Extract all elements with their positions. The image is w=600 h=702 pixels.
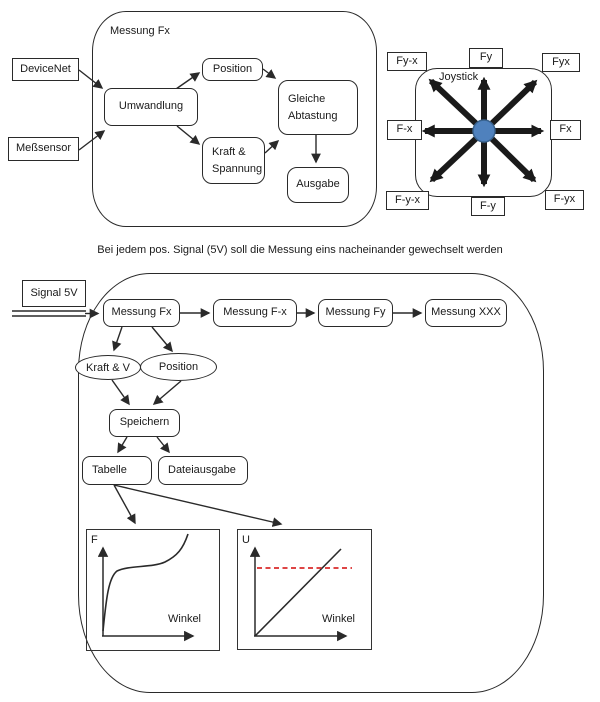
position-ellipse-label: Position bbox=[158, 361, 199, 373]
joystick-label-sw bbox=[386, 191, 429, 210]
joystick-label-w bbox=[387, 120, 422, 140]
joystick-e-text: Fx bbox=[559, 123, 572, 136]
messung-fy-step-label: Messung Fy bbox=[325, 306, 386, 319]
messung-fx-container-label: Messung Fx bbox=[110, 25, 170, 37]
voltage-angle-chart bbox=[237, 529, 372, 650]
position-label: Position bbox=[212, 62, 253, 75]
messsensor-label: Meßsensor bbox=[15, 142, 72, 155]
tabelle-box bbox=[82, 456, 152, 485]
joystick-label-n bbox=[469, 48, 503, 68]
joystick-nw-text: Fy-x bbox=[396, 54, 418, 67]
umwandlung-label: Umwandlung bbox=[118, 100, 184, 113]
tabelle-label: Tabelle bbox=[92, 463, 127, 476]
gleiche-abtastung-box bbox=[278, 80, 358, 135]
joystick-w-text: F-x bbox=[396, 123, 413, 136]
kraft-spannung-line1: Kraft & bbox=[212, 146, 246, 158]
signal-5v-box bbox=[22, 280, 86, 307]
devicenet-box bbox=[12, 58, 79, 81]
gleiche-abtastung-line2: Abtastung bbox=[288, 109, 338, 122]
kraft-spannung-box bbox=[202, 137, 265, 184]
joystick-sw-text: F-y-x bbox=[394, 193, 421, 206]
force-chart-xlabel: Winkel bbox=[168, 613, 202, 625]
caption-text: Bei jedem pos. Signal (5V) soll die Messung eins nacheinander gewechselt werden bbox=[97, 244, 503, 256]
messung-fy-step-box bbox=[318, 299, 393, 327]
dateiausgabe-box bbox=[158, 456, 248, 485]
messung-f-minus-x-step-label: Messung F-x bbox=[223, 306, 287, 319]
messung-xxx-step-box bbox=[425, 299, 507, 327]
joystick-panel bbox=[415, 68, 552, 197]
voltage-chart-ylabel: U bbox=[242, 534, 250, 546]
gleiche-abtastung-line1: Gleiche bbox=[288, 93, 326, 105]
dateiausgabe-label: Dateiausgabe bbox=[168, 463, 236, 476]
joystick-se-text: F-yx bbox=[553, 193, 576, 206]
joystick-label-ne bbox=[542, 53, 580, 72]
messung-xxx-step-label: Messung XXX bbox=[431, 306, 501, 319]
voltage-chart-xlabel: Winkel bbox=[322, 613, 356, 625]
position-ellipse bbox=[140, 353, 217, 381]
kraft-v-ellipse bbox=[75, 355, 141, 380]
signal-5v-label: Signal 5V bbox=[30, 286, 78, 299]
force-angle-chart bbox=[86, 529, 220, 651]
joystick-label-s bbox=[471, 197, 505, 216]
ausgabe-label: Ausgabe bbox=[296, 178, 340, 191]
devicenet-label: DeviceNet bbox=[20, 62, 71, 75]
joystick-ne-text: Fyx bbox=[552, 55, 570, 68]
messung-f-minus-x-step-box bbox=[213, 299, 297, 327]
position-box bbox=[202, 58, 263, 81]
messung-fx-step-box bbox=[103, 299, 180, 327]
joystick-label-nw bbox=[387, 52, 427, 71]
speichern-label: Speichern bbox=[119, 416, 170, 429]
ausgabe-box bbox=[287, 167, 349, 203]
joystick-label: Joystick bbox=[439, 71, 479, 83]
force-chart-ylabel: F bbox=[91, 534, 98, 546]
joystick-label-e bbox=[550, 120, 581, 140]
umwandlung-box bbox=[104, 88, 198, 126]
kraft-v-label: Kraft & V bbox=[85, 361, 131, 374]
joystick-s-text: F-y bbox=[480, 199, 496, 212]
messsensor-box bbox=[8, 137, 79, 161]
joystick-label-se bbox=[545, 190, 584, 210]
kraft-spannung-line2: Spannung bbox=[212, 162, 263, 175]
speichern-box bbox=[109, 409, 180, 437]
messung-fx-step-label: Messung Fx bbox=[111, 306, 172, 319]
joystick-n-text: Fy bbox=[479, 51, 493, 64]
